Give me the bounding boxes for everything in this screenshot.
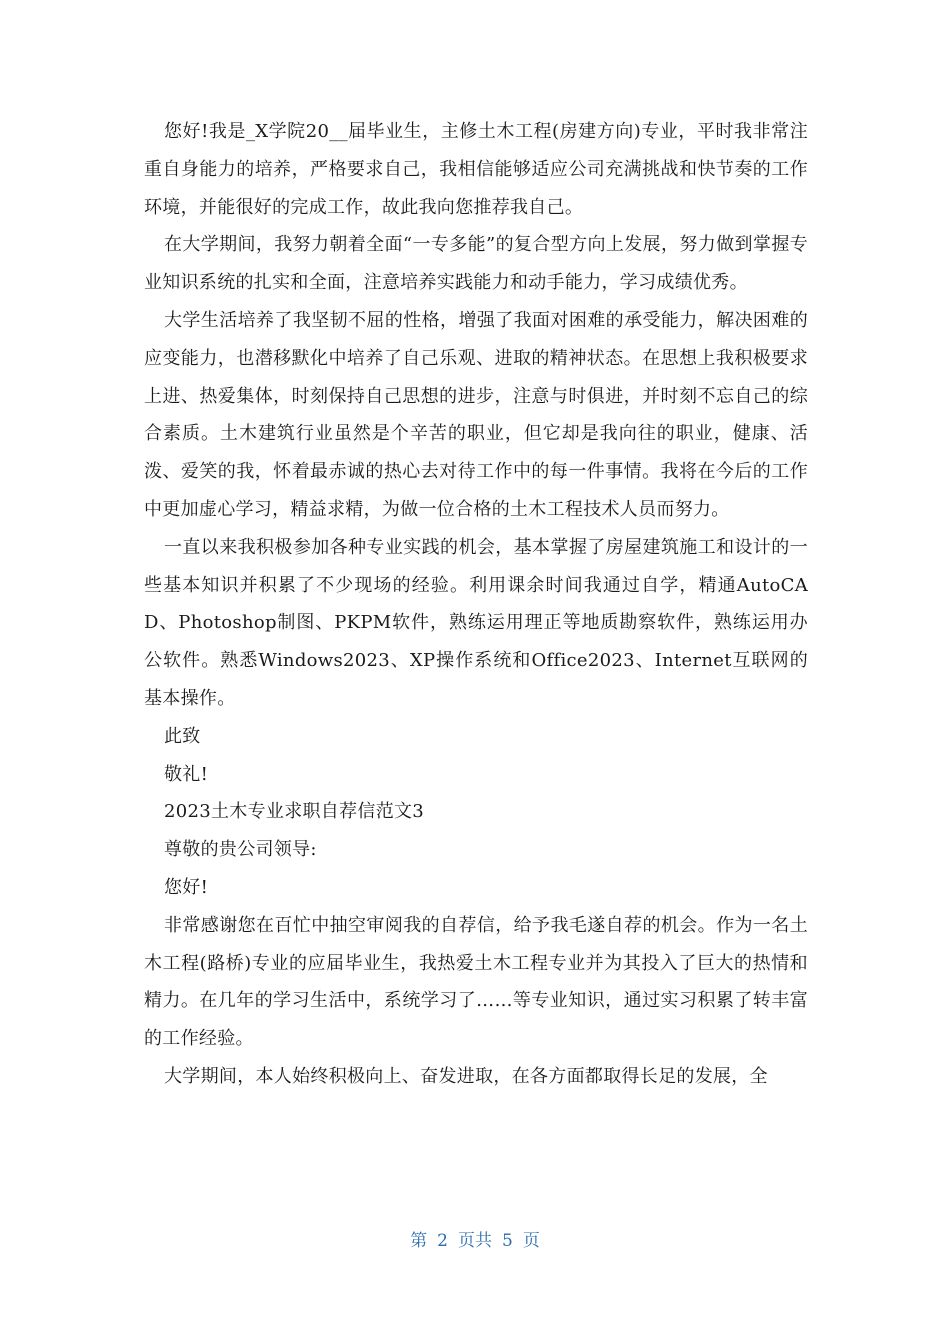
footer-prefix: 第 [410,1231,428,1251]
paragraph: 在大学期间，我努力朝着全面“一专多能”的复合型方向上发展，努力做到掌握专业知识系统的扎实和全面，注意培养实践能力和动手能力，学习成绩优秀。 [144,234,808,294]
paragraph: 大学生活培养了我坚韧不屈的性格，增强了我面对困难的承受能力，解决困难的应变能力，也潜移默化中培养了自己乐观、进取的精神状态。在思想上我积极要求上进、热爱集体，时刻保持自己思想的进步，注意与时俱进，并时刻不忘自己的综合素质。土木建筑行业虽然是个辛苦的职业，但它却是我向往的职业，健康、活泼、爱笑的我，怀着最赤诚的热心去对待工作中的每一件事情。我将在今后的工作中更加虚心学习，精益求精，为做一位合格的土木工程技术人员而努力。 [144,309,808,520]
page-footer [0,1226,950,1251]
document-body [144,113,808,1096]
greeting: 您好! [164,876,209,898]
footer-middle: 页共 [458,1231,492,1251]
closing-regards: 敬礼! [164,763,209,785]
paragraph: 大学期间，本人始终积极向上、奋发进取，在各方面都取得长足的发展，全 [164,1065,768,1087]
footer-total-pages: 5 [502,1231,513,1251]
paragraph: 一直以来我积极参加各种专业实践的机会，基本掌握了房屋建筑施工和设计的一些基本知识并积累了不少现场的经验。利用课余时间我通过自学，精通AutoCAD、Photoshop制图、PKPM软件，熟练运用理正等地质勘察软件，熟练运用办公软件。熟悉Windows2023、XP操作系统和Office2023、Internet互联网的基本操作。 [144,536,808,709]
paragraph: 您好!我是_X学院20__届毕业生，主修土木工程(房建方向)专业，平时我非常注重自身能力的培养，严格要求自己，我相信能够适应公司充满挑战和快节奏的工作环境，并能很好的完成工作，故此我向您推荐我自己。 [144,121,808,218]
paragraph: 非常感谢您在百忙中抽空审阅我的自荐信，给予我毛遂自荐的机会。作为一名土木工程(路桥)专业的应届毕业生，我热爱土木工程专业并为其投入了巨大的热情和精力。在几年的学习生活中，系统学习了……等专业知识，通过实习积累了转丰富的工作经验。 [144,914,808,1050]
footer-page-number: 2 [437,1231,448,1251]
footer-suffix: 页 [522,1231,540,1251]
letter-heading: 2023土木专业求职自荐信范文3 [164,801,425,823]
closing-line: 此致 [164,725,201,747]
salutation: 尊敬的贵公司领导: [164,839,317,861]
